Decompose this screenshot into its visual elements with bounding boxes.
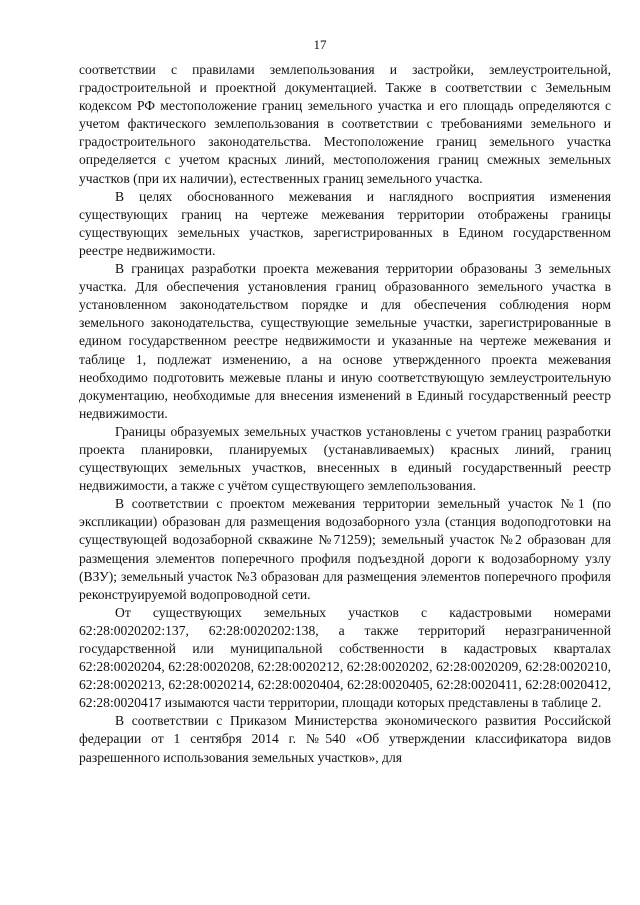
paragraph-plot-boundaries: Границы образуемых земельных участков установлены с учетом границ разработки проекта планировки, планируемых (устанавливаемых) красных линий, границ существующих земельных участков, внесенных в единый государственный реестр недвижимости, а также с учётом существующего землепользования. [79, 423, 611, 494]
paragraph-plot-purposes: В соответствии с проектом межевания территории земельный участок №1 (по экспликации) образован для размещения водозаборного узла (станция водоподготовки на существующей водозаборной скважине №71259); земельный участок №2 образован для размещения элементов поперечного профиля подъездной дороги к водозаборному узлу (ВЗУ); земельный участок №3 образован для размещения элементов поперечного профиля реконструируемой водопроводной сети. [79, 496, 611, 602]
paragraph-boundaries-display: В целях обоснованного межевания и наглядного восприятия изменения существующих границ на чертеже межевания территории отображены границы существующих земельных участков, зарегистрированных в Едином государственном реестре недвижимости. [79, 188, 611, 258]
paragraph-cadastral-numbers: От существующих земельных участков с кадастровыми номерами 62:28:0020202:137, 62:28:0020202:138, а также территорий неразграниченной государственной или муниципальной собственности в кадастровых кварталах 62:28:0020204, 62:28:0020208, 62:28:0020212, 62:28:0020202, 62:28:0020209, 62:28:0020210, 62:28:0020213, 62:28:0020214, 62:28:0020404, 62:28:0020405, 62:28:0020411, 62:28:0020412, 62:28:0020417 изымаются части территории, площади которых представлены в таблице 2. [79, 604, 611, 711]
paragraph-continuation: соответствии с правилами землепользования и застройки, землеустроительной, градостроительной и проектной документацией. Также в соответствии с Земельным кодексом РФ местоположение границ земельного участка и его площадь определяются с учетом фактического землепользования в соответствии с требованиями земельного и градостроительного законодательства. Местоположение границ земельного участка определяется с учетом красных линий, местоположения границ смежных земельных участков (при их наличии), естественных границ земельного участка. [79, 62, 611, 186]
page-number: 17 [313, 37, 327, 52]
body-text [79, 61, 611, 767]
paragraph-formed-plots: В границах разработки проекта межевания территории образованы 3 земельных участка. Для обеспечения установления границ образованного земельного участка в установленном законодательством порядке и для обеспечения соблюдения норм земельного законодательства, существующие земельные участки, зарегистрированные в едином государственном реестре недвижимости и указанные на чертеже межевания и таблице 1, подлежат изменению, а на основе утвержденного проекта межевания необходимо подготовить межевые планы и иную соответствующую землеустроительную документацию, необходимые для внесения изменений в Единый государственный реестр недвижимости. [79, 261, 611, 421]
paragraph-ministry-order: В соответствии с Приказом Министерства экономического развития Российской федерации от 1 сентября 2014 г. №540 «Об утверждении классификатора видов разрешенного использования земельных участков», для [79, 713, 611, 765]
